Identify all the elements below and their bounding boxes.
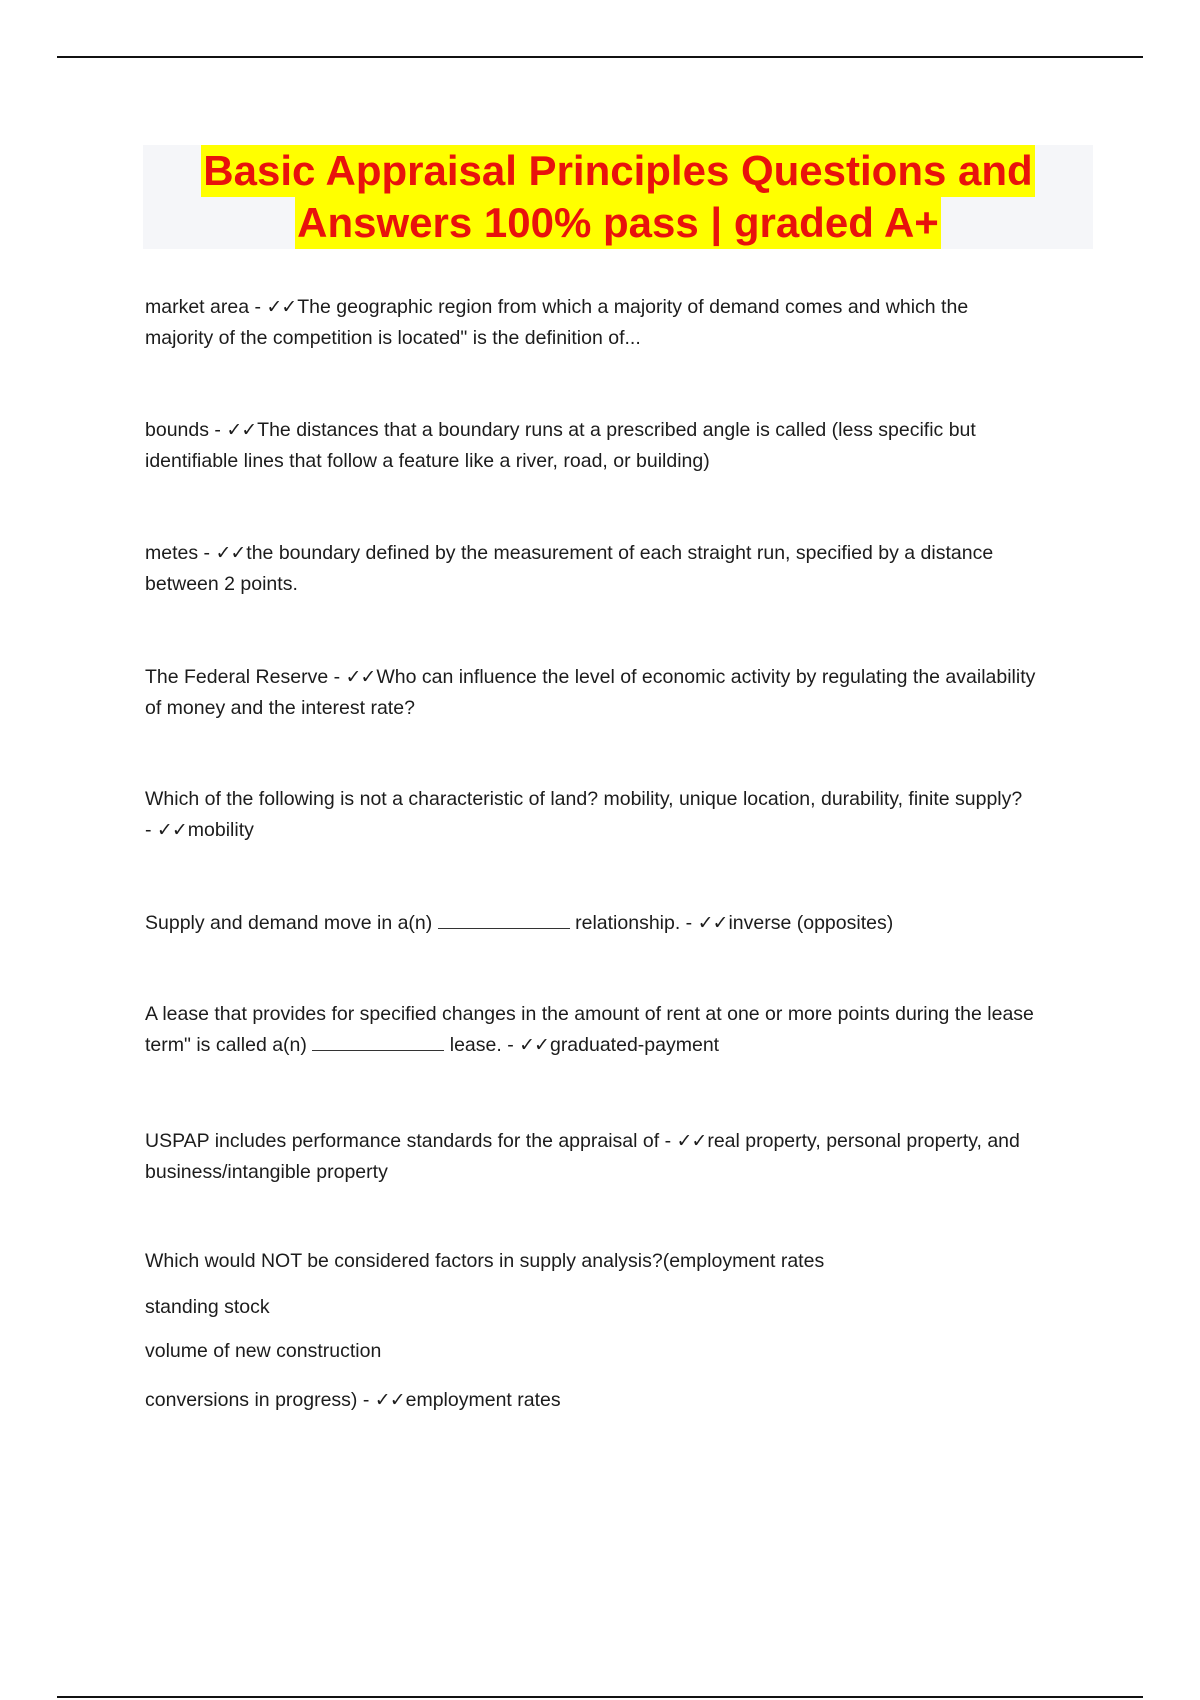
separator: - <box>680 912 698 934</box>
check-mark-icon: ✓✓ <box>519 1034 549 1056</box>
qa-line: majority of the competition is located" is the definition of... <box>145 327 641 349</box>
qa-line <box>145 662 1090 693</box>
qa-item-federal-reserve <box>145 662 1090 724</box>
qa-item-land-characteristic <box>145 784 1090 846</box>
separator: - <box>328 666 346 688</box>
qa-line: A lease that provides for specified changes in the amount of rent at one or more points during the lease <box>145 1003 1034 1025</box>
qa-line: standing stock <box>145 1296 270 1318</box>
qa-line <box>145 538 1090 569</box>
answer-text: mobility <box>187 819 254 841</box>
answer-text: graduated-payment <box>549 1034 720 1056</box>
qa-item-uspap <box>145 1126 1090 1188</box>
qa-line <box>145 1385 1090 1416</box>
question-text: market area <box>145 296 250 318</box>
separator: - <box>659 1130 677 1152</box>
qa-line <box>145 292 1090 323</box>
qa-line: between 2 points. <box>145 573 298 595</box>
title-line-2: Answers 100% pass | graded A+ <box>295 197 941 249</box>
fill-in-blank <box>312 1032 444 1051</box>
qa-item-market-area <box>145 292 1090 354</box>
qa-line: Which of the following is not a characteristic of land? mobility, unique location, durability, finite supply? <box>145 788 1023 810</box>
qa-line <box>145 815 1090 846</box>
answer-text: employment rates <box>405 1389 561 1411</box>
qa-line: identifiable lines that follow a feature like a river, road, or building) <box>145 450 710 472</box>
answer-text: The geographic region from which a majority of demand comes and which the <box>297 296 969 318</box>
answer-text: inverse (opposites) <box>728 912 894 934</box>
qa-item-supply-analysis <box>145 1246 1090 1277</box>
question-text: The Federal Reserve <box>145 666 329 688</box>
title-banner <box>143 145 1093 249</box>
separator: - <box>501 1034 520 1056</box>
check-mark-icon: ✓✓ <box>156 819 187 841</box>
qa-line <box>145 1030 1090 1061</box>
qa-line: business/intangible property <box>145 1161 388 1183</box>
qa-line <box>145 1126 1090 1157</box>
question-text: Supply and demand move in a(n) <box>145 912 433 934</box>
check-mark-icon: ✓✓ <box>697 912 728 934</box>
question-text: lease. <box>449 1034 502 1056</box>
question-text: metes <box>145 542 199 564</box>
check-mark-icon: ✓✓ <box>374 1389 405 1411</box>
fill-in-blank <box>438 910 570 929</box>
separator: - <box>198 542 216 564</box>
separator: - <box>145 819 157 841</box>
qa-line: Which would NOT be considered factors in supply analysis?(employment rates <box>145 1250 825 1272</box>
question-text: relationship. <box>575 912 681 934</box>
check-mark-icon: ✓✓ <box>226 419 257 441</box>
top-rule <box>57 56 1143 58</box>
separator: - <box>357 1389 375 1411</box>
qa-line: volume of new construction <box>145 1340 382 1362</box>
qa-line <box>145 415 1090 446</box>
qa-item-lease <box>145 999 1090 1061</box>
answer-text: Who can influence the level of economic activity by regulating the availability <box>376 666 1036 688</box>
question-text: USPAP includes performance standards for the appraisal of <box>145 1130 660 1152</box>
qa-line: of money and the interest rate? <box>145 697 415 719</box>
check-mark-icon: ✓✓ <box>215 542 246 564</box>
answer-text: real property, personal property, and <box>707 1130 1020 1152</box>
check-mark-icon: ✓✓ <box>266 296 297 318</box>
question-text: term" is called a(n) <box>145 1034 307 1056</box>
separator: - <box>249 296 267 318</box>
question-text: conversions in progress) <box>145 1389 358 1411</box>
separator: - <box>208 419 227 441</box>
qa-item-supply-demand <box>145 908 1090 939</box>
qa-item-metes <box>145 538 1090 600</box>
answer-text: The distances that a boundary runs at a prescribed angle is called (less specific but <box>257 419 976 441</box>
question-text: bounds <box>145 419 209 441</box>
title-line-1: Basic Appraisal Principles Questions and <box>201 145 1034 197</box>
check-mark-icon: ✓✓ <box>345 666 376 688</box>
check-mark-icon: ✓✓ <box>676 1130 707 1152</box>
answer-text: the boundary defined by the measurement of each straight run, specified by a distance <box>246 542 994 564</box>
bottom-rule <box>57 1696 1143 1698</box>
qa-item-bounds <box>145 415 1090 477</box>
qa-line <box>145 908 1090 939</box>
qa-item-supply-analysis-option <box>145 1336 1090 1367</box>
qa-item-supply-analysis-option <box>145 1292 1090 1323</box>
qa-item-supply-analysis-answer <box>145 1385 1090 1416</box>
